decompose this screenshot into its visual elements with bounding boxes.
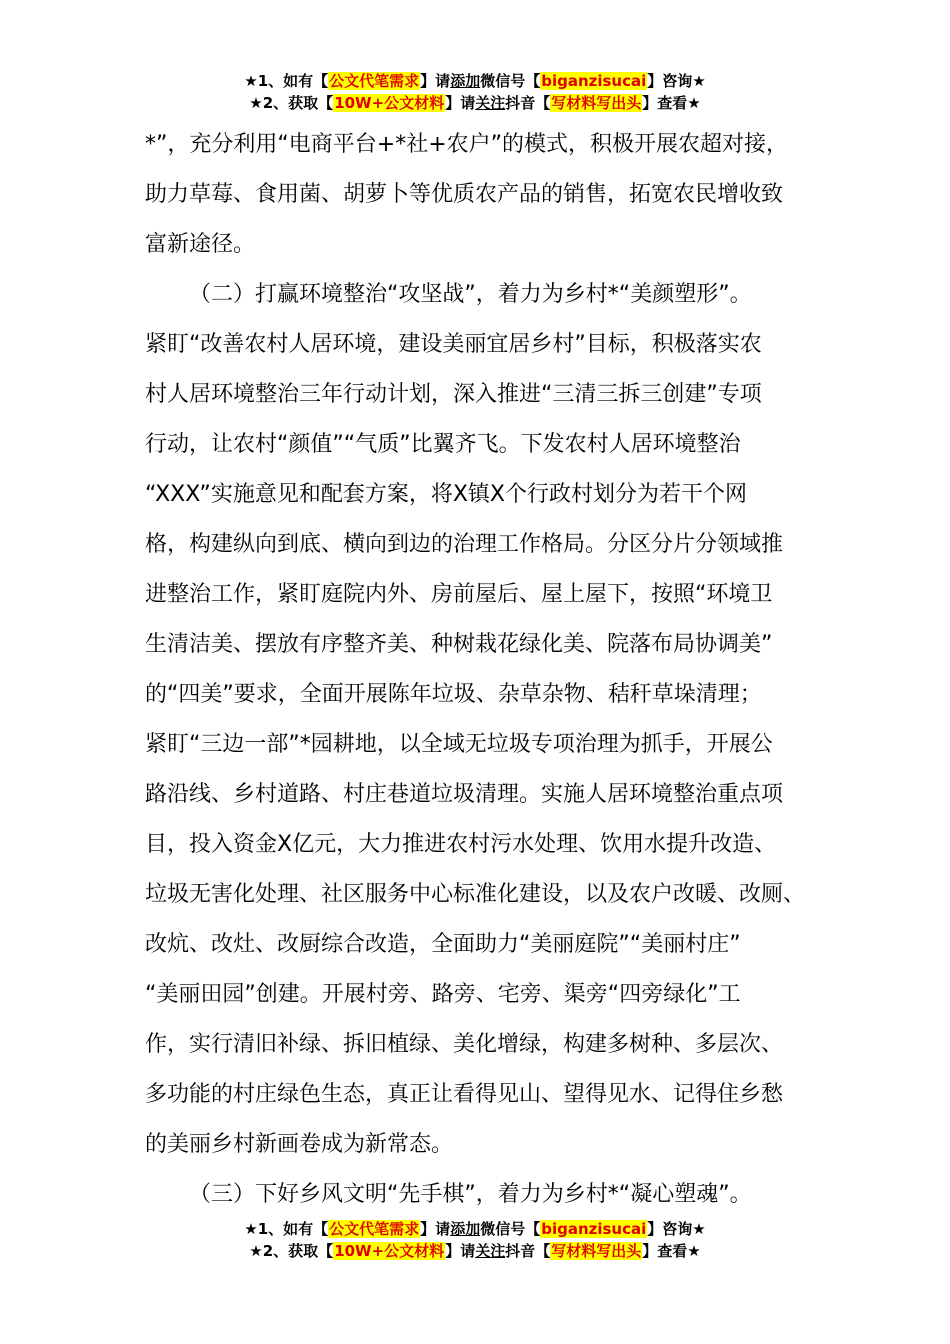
- body-line: 格，构建纵向到底、横向到边的治理工作格局。分区分片分领域推: [145, 532, 784, 557]
- body-line: *”，充分利用“电商平台+*社+农户”的模式，积极开展农超对接，: [145, 132, 789, 157]
- highlight-materials: 10W+公文材料: [334, 94, 445, 112]
- body-line: 紧盯“改善农村人居环境，建设美丽宜居乡村”目标，积极落实农: [145, 332, 762, 357]
- section-heading: （二）打赢环境整治“攻坚战”，着力为乡村*“美颜塑形”。: [189, 282, 752, 307]
- document-body: [145, 120, 835, 1220]
- banner-text: ★1、如有【: [244, 1220, 329, 1238]
- underlined-add: 添加: [450, 72, 481, 90]
- highlight-service: 公文代笔需求: [329, 72, 420, 90]
- footer-banner: [0, 1218, 950, 1262]
- body-line: 富新途径。: [145, 232, 256, 257]
- highlight-wechat-id: biganzisucai: [541, 72, 647, 90]
- underlined-follow: 关注: [475, 94, 506, 112]
- body-line: 的“四美”要求，全面开展陈年垃圾、杂草杂物、秸秆草垛清理；: [145, 682, 762, 707]
- body-line: 助力草莓、食用菌、胡萝卜等优质农产品的销售，拓宽农民增收致: [145, 182, 784, 207]
- banner-line-contact: [0, 1218, 950, 1240]
- body-line: 行动，让农村“颜值”“气质”比翼齐飞。下发农村人居环境整治: [145, 432, 741, 457]
- body-line: 作，实行清旧补绿、拆旧植绿、美化增绿，构建多树种、多层次、: [145, 1032, 784, 1057]
- banner-text: 抖音【: [505, 1242, 551, 1260]
- banner-text: ★2、获取【: [249, 1242, 334, 1260]
- highlight-service: 公文代笔需求: [329, 1220, 420, 1238]
- body-line: 改炕、改灶、改厨综合改造，全面助力“美丽庭院”“美丽村庄”: [145, 932, 741, 957]
- body-line: “美丽田园”创建。开展村旁、路旁、宅旁、渠旁“四旁绿化”工: [145, 982, 741, 1007]
- banner-line-materials: [0, 1240, 950, 1262]
- body-line: 生清洁美、摆放有序整齐美、种树栽花绿化美、院落布局协调美”: [145, 632, 773, 657]
- header-banner: [0, 70, 950, 114]
- body-line: 多功能的村庄绿色生态，真正让看得见山、望得见水、记得住乡愁: [145, 1082, 784, 1107]
- section-heading: （三）下好乡风文明“先手棋”，着力为乡村*“凝心塑魂”。: [189, 1182, 752, 1207]
- underlined-add: 添加: [450, 1220, 481, 1238]
- highlight-materials: 10W+公文材料: [334, 1242, 445, 1260]
- banner-text: 】咨询★: [647, 72, 706, 90]
- banner-text: 】查看★: [642, 94, 701, 112]
- body-line: 村人居环境整治三年行动计划，深入推进“三清三拆三创建”专项: [145, 382, 762, 407]
- banner-text: 】请: [445, 94, 476, 112]
- underlined-follow: 关注: [475, 1242, 506, 1260]
- highlight-douyin-account: 写材料写出头: [551, 94, 642, 112]
- banner-line-materials: [0, 92, 950, 114]
- banner-text: ★2、获取【: [249, 94, 334, 112]
- banner-text: 微信号【: [480, 72, 541, 90]
- body-line: 的美丽乡村新画卷成为新常态。: [145, 1132, 454, 1157]
- banner-text: 】请: [445, 1242, 476, 1260]
- body-line: 路沿线、乡村道路、村庄巷道垃圾清理。实施人居环境整治重点项: [145, 782, 784, 807]
- body-line: 进整治工作，紧盯庭院内外、房前屋后、屋上屋下，按照“环境卫: [145, 582, 773, 607]
- body-line: 垃圾无害化处理、社区服务中心标准化建设，以及农户改暖、改厕、: [145, 882, 806, 907]
- highlight-wechat-id: biganzisucai: [541, 1220, 647, 1238]
- banner-text: 】请: [420, 1220, 451, 1238]
- banner-text: 】请: [420, 72, 451, 90]
- banner-text: 微信号【: [480, 1220, 541, 1238]
- banner-text: 抖音【: [505, 94, 551, 112]
- highlight-douyin-account: 写材料写出头: [551, 1242, 642, 1260]
- body-line: 目，投入资金X亿元，大力推进农村污水处理、饮用水提升改造、: [145, 832, 777, 857]
- banner-text: 】咨询★: [647, 1220, 706, 1238]
- banner-line-contact: [0, 70, 950, 92]
- body-line: “XXX”实施意见和配套方案，将X镇X个行政村划分为若干个网: [145, 482, 747, 507]
- banner-text: 】查看★: [642, 1242, 701, 1260]
- banner-text: ★1、如有【: [244, 72, 329, 90]
- body-line: 紧盯“三边一部”*园耕地，以全域无垃圾专项治理为抓手，开展公: [145, 732, 773, 757]
